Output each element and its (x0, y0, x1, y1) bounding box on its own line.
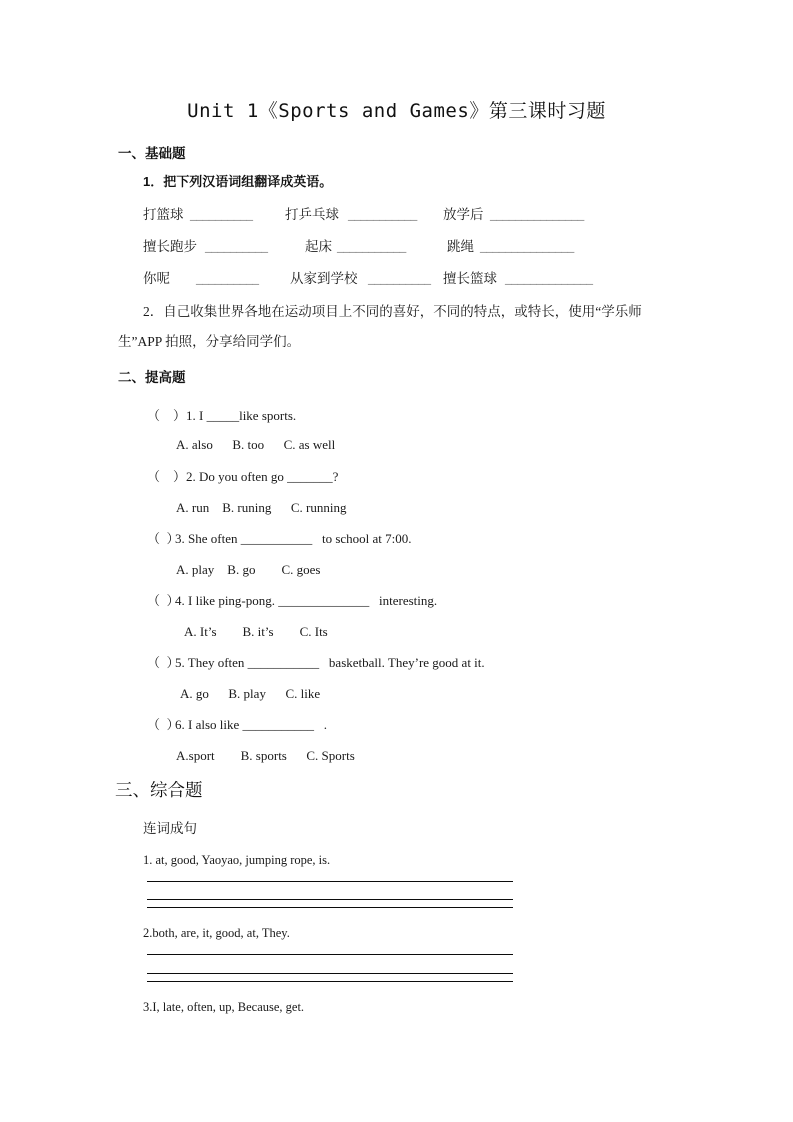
vocab-term: 擅长跑步 (143, 239, 197, 254)
vocab-blank[interactable]: _______________ (490, 207, 584, 222)
question-paren[interactable]: （ ） (147, 593, 180, 608)
vocab-term: 起床 (305, 239, 332, 254)
vocab-term: 打乒乓球 (285, 207, 339, 222)
item-1-label: 1．把下列汉语词组翻译成英语。 (143, 174, 333, 189)
vocab-blank[interactable]: __________ (190, 207, 253, 222)
vocab-term: 打篮球 (143, 207, 184, 222)
page-title: Unit 1《Sports and Games》第三课时习题 (187, 100, 606, 122)
answer-line[interactable] (147, 907, 513, 908)
vocab-term: 放学后 (443, 207, 484, 222)
question-options[interactable]: A. play B. go C. goes (176, 562, 321, 577)
question-options[interactable]: A. also B. too C. as well (176, 437, 336, 452)
section-heading-improve: 二、提高题 (118, 370, 186, 385)
question-paren[interactable]: （ ） (147, 531, 180, 546)
question-options[interactable]: A.sport B. sports C. Sports (176, 748, 355, 763)
answer-line[interactable] (147, 973, 513, 974)
answer-line[interactable] (147, 954, 513, 955)
question-options[interactable]: A. It’s B. it’s C. Its (184, 624, 328, 639)
question-stem: 1. I _____like sports. (186, 408, 297, 423)
question-paren[interactable]: （ ） (147, 655, 180, 670)
question-options[interactable]: A. go B. play C. like (180, 686, 321, 701)
scramble-prompt: 2.both, are, it, good, at, They. (143, 926, 290, 940)
vocab-blank[interactable]: __________ (368, 271, 431, 286)
question-paren[interactable]: （ ） (147, 717, 180, 732)
question-stem: 5. They often ___________ basketball. They’re good at it. (175, 655, 485, 670)
answer-line[interactable] (147, 881, 513, 882)
vocab-blank[interactable]: ___________ (348, 207, 417, 222)
section-3-subheading: 连词成句 (143, 821, 197, 836)
vocab-blank[interactable]: __________ (196, 271, 259, 286)
scramble-prompt: 1. at, good, Yaoyao, jumping rope, is. (143, 853, 331, 867)
question-stem: 4. I like ping-pong. ______________ interesting. (175, 593, 438, 608)
vocab-blank[interactable]: __________ (205, 239, 268, 254)
question-paren[interactable]: （ ） (147, 469, 187, 484)
vocab-blank[interactable]: _______________ (480, 239, 574, 254)
section-heading-basic: 一、基础题 (118, 146, 186, 161)
vocab-term: 你呢 (143, 271, 170, 286)
question-options[interactable]: A. run B. runing C. running (176, 500, 347, 515)
question-stem: 6. I also like ___________ . (175, 717, 328, 732)
item-2-line-2: 生”APP 拍照，分享给同学们。 (118, 334, 301, 349)
question-stem: 3. She often ___________ to school at 7:00. (175, 531, 412, 546)
vocab-blank[interactable]: ______________ (505, 271, 593, 286)
question-stem: 2. Do you often go _______? (186, 469, 339, 484)
answer-line[interactable] (147, 981, 513, 982)
vocab-term: 跳绳 (447, 239, 474, 254)
vocab-term: 擅长篮球 (443, 271, 497, 286)
section-heading-comprehensive: 三、综合题 (115, 780, 203, 800)
vocab-term: 从家到学校 (290, 271, 358, 286)
answer-line[interactable] (147, 899, 513, 900)
question-paren[interactable]: （ ） (147, 408, 187, 423)
scramble-prompt: 3.I, late, often, up, Because, get. (143, 1000, 305, 1014)
vocab-blank[interactable]: ___________ (337, 239, 406, 254)
item-2-line-1: 2．自己收集世界各地在运动项目上不同的喜好，不同的特点，或特长，使用“学乐师 (143, 304, 642, 319)
